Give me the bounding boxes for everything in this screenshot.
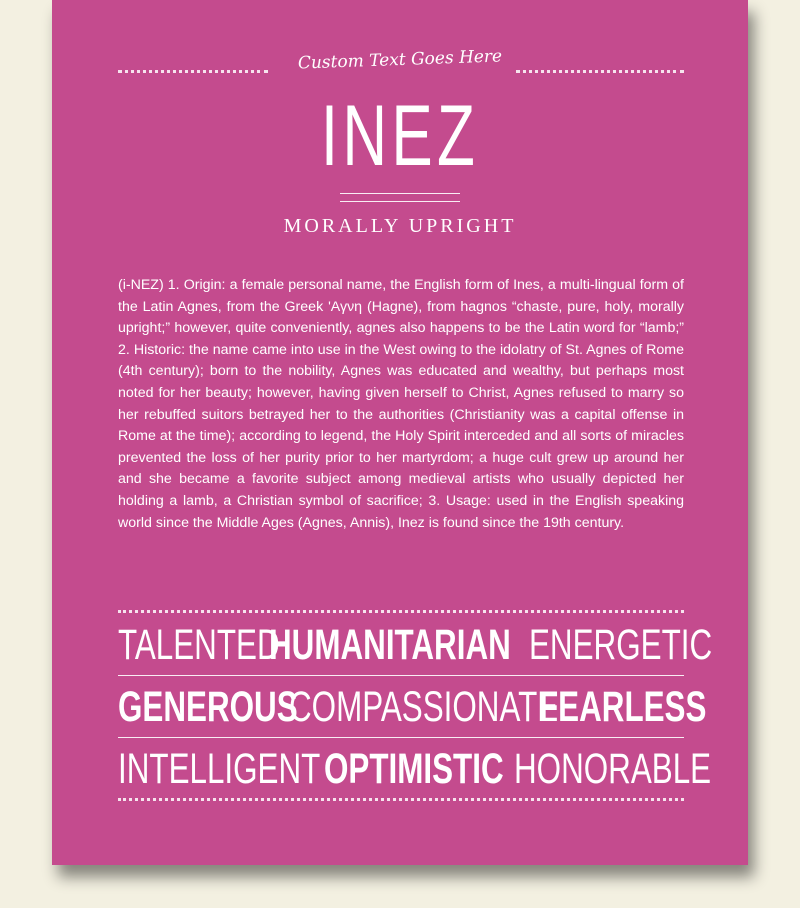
name-poster xyxy=(52,0,748,865)
top-right-dotted-rule xyxy=(516,70,684,73)
poster-name: INEZ xyxy=(320,88,480,184)
trait-divider-1 xyxy=(118,675,684,676)
trait-compassionate: COMPASSIONATE xyxy=(288,683,558,731)
trait-divider-2 xyxy=(118,737,684,738)
trait-energetic: ENERGETIC xyxy=(529,621,713,669)
trait-intelligent: INTELLIGENT xyxy=(118,745,321,793)
bottom-dotted-rule xyxy=(118,798,684,801)
trait-optimistic: OPTIMISTIC xyxy=(323,745,504,793)
name-underline-2 xyxy=(340,201,460,202)
top-left-dotted-rule xyxy=(118,70,268,73)
trait-humanitarian: HUMANITARIAN xyxy=(268,621,511,669)
mid-dotted-rule xyxy=(118,610,684,613)
trait-row-2 xyxy=(118,682,707,732)
name-underline-1 xyxy=(340,193,460,194)
name-definition: (i-NEZ) 1. Origin: a female personal name, the English form of Ines, a multi-lingual form of the Latin Agnes, from the Greek ʹΑγνη (Hagne), from hagnos “chaste, pure, holy, morally upright;” however, quite conveniently, agnes also happens to be the Latin word for “lamb;” 2. Historic: the name came into use in the West owing to the idolatry of St. Agnes of Rome (4th century); born to the nobility, Agnes was educated and wealthy, but perhaps most noted for her beauty; however, having given herself to Christ, Agnes refused to marry so her rebuffed suitors betrayed her to the authorities (Christianity was a capital offense in Rome at the time); according to legend, the Holy Spirit interceded and all sorts of miracles prevented the loss of her purity prior to her martyrdom; a huge cult grew up around her and she became a favorite subject among medieval artists who usually depicted her holding a lamb, a Christian symbol of sacrifice; 3. Usage: used in the English speaking world since the Middle Ages (Agnes, Annis), Inez is found since the 19th century. xyxy=(118,277,684,531)
trait-talented: TALENTED xyxy=(118,621,280,669)
trait-honorable: HONORABLE xyxy=(514,745,712,793)
trait-row-1 xyxy=(118,620,713,670)
custom-text: Custom Text Goes Here xyxy=(297,46,503,74)
trait-fearless: FEARLESS xyxy=(539,683,707,731)
name-meaning: MORALLY UPRIGHT xyxy=(283,215,517,237)
trait-generous: GENEROUS xyxy=(118,683,298,731)
trait-row-3 xyxy=(118,744,712,794)
